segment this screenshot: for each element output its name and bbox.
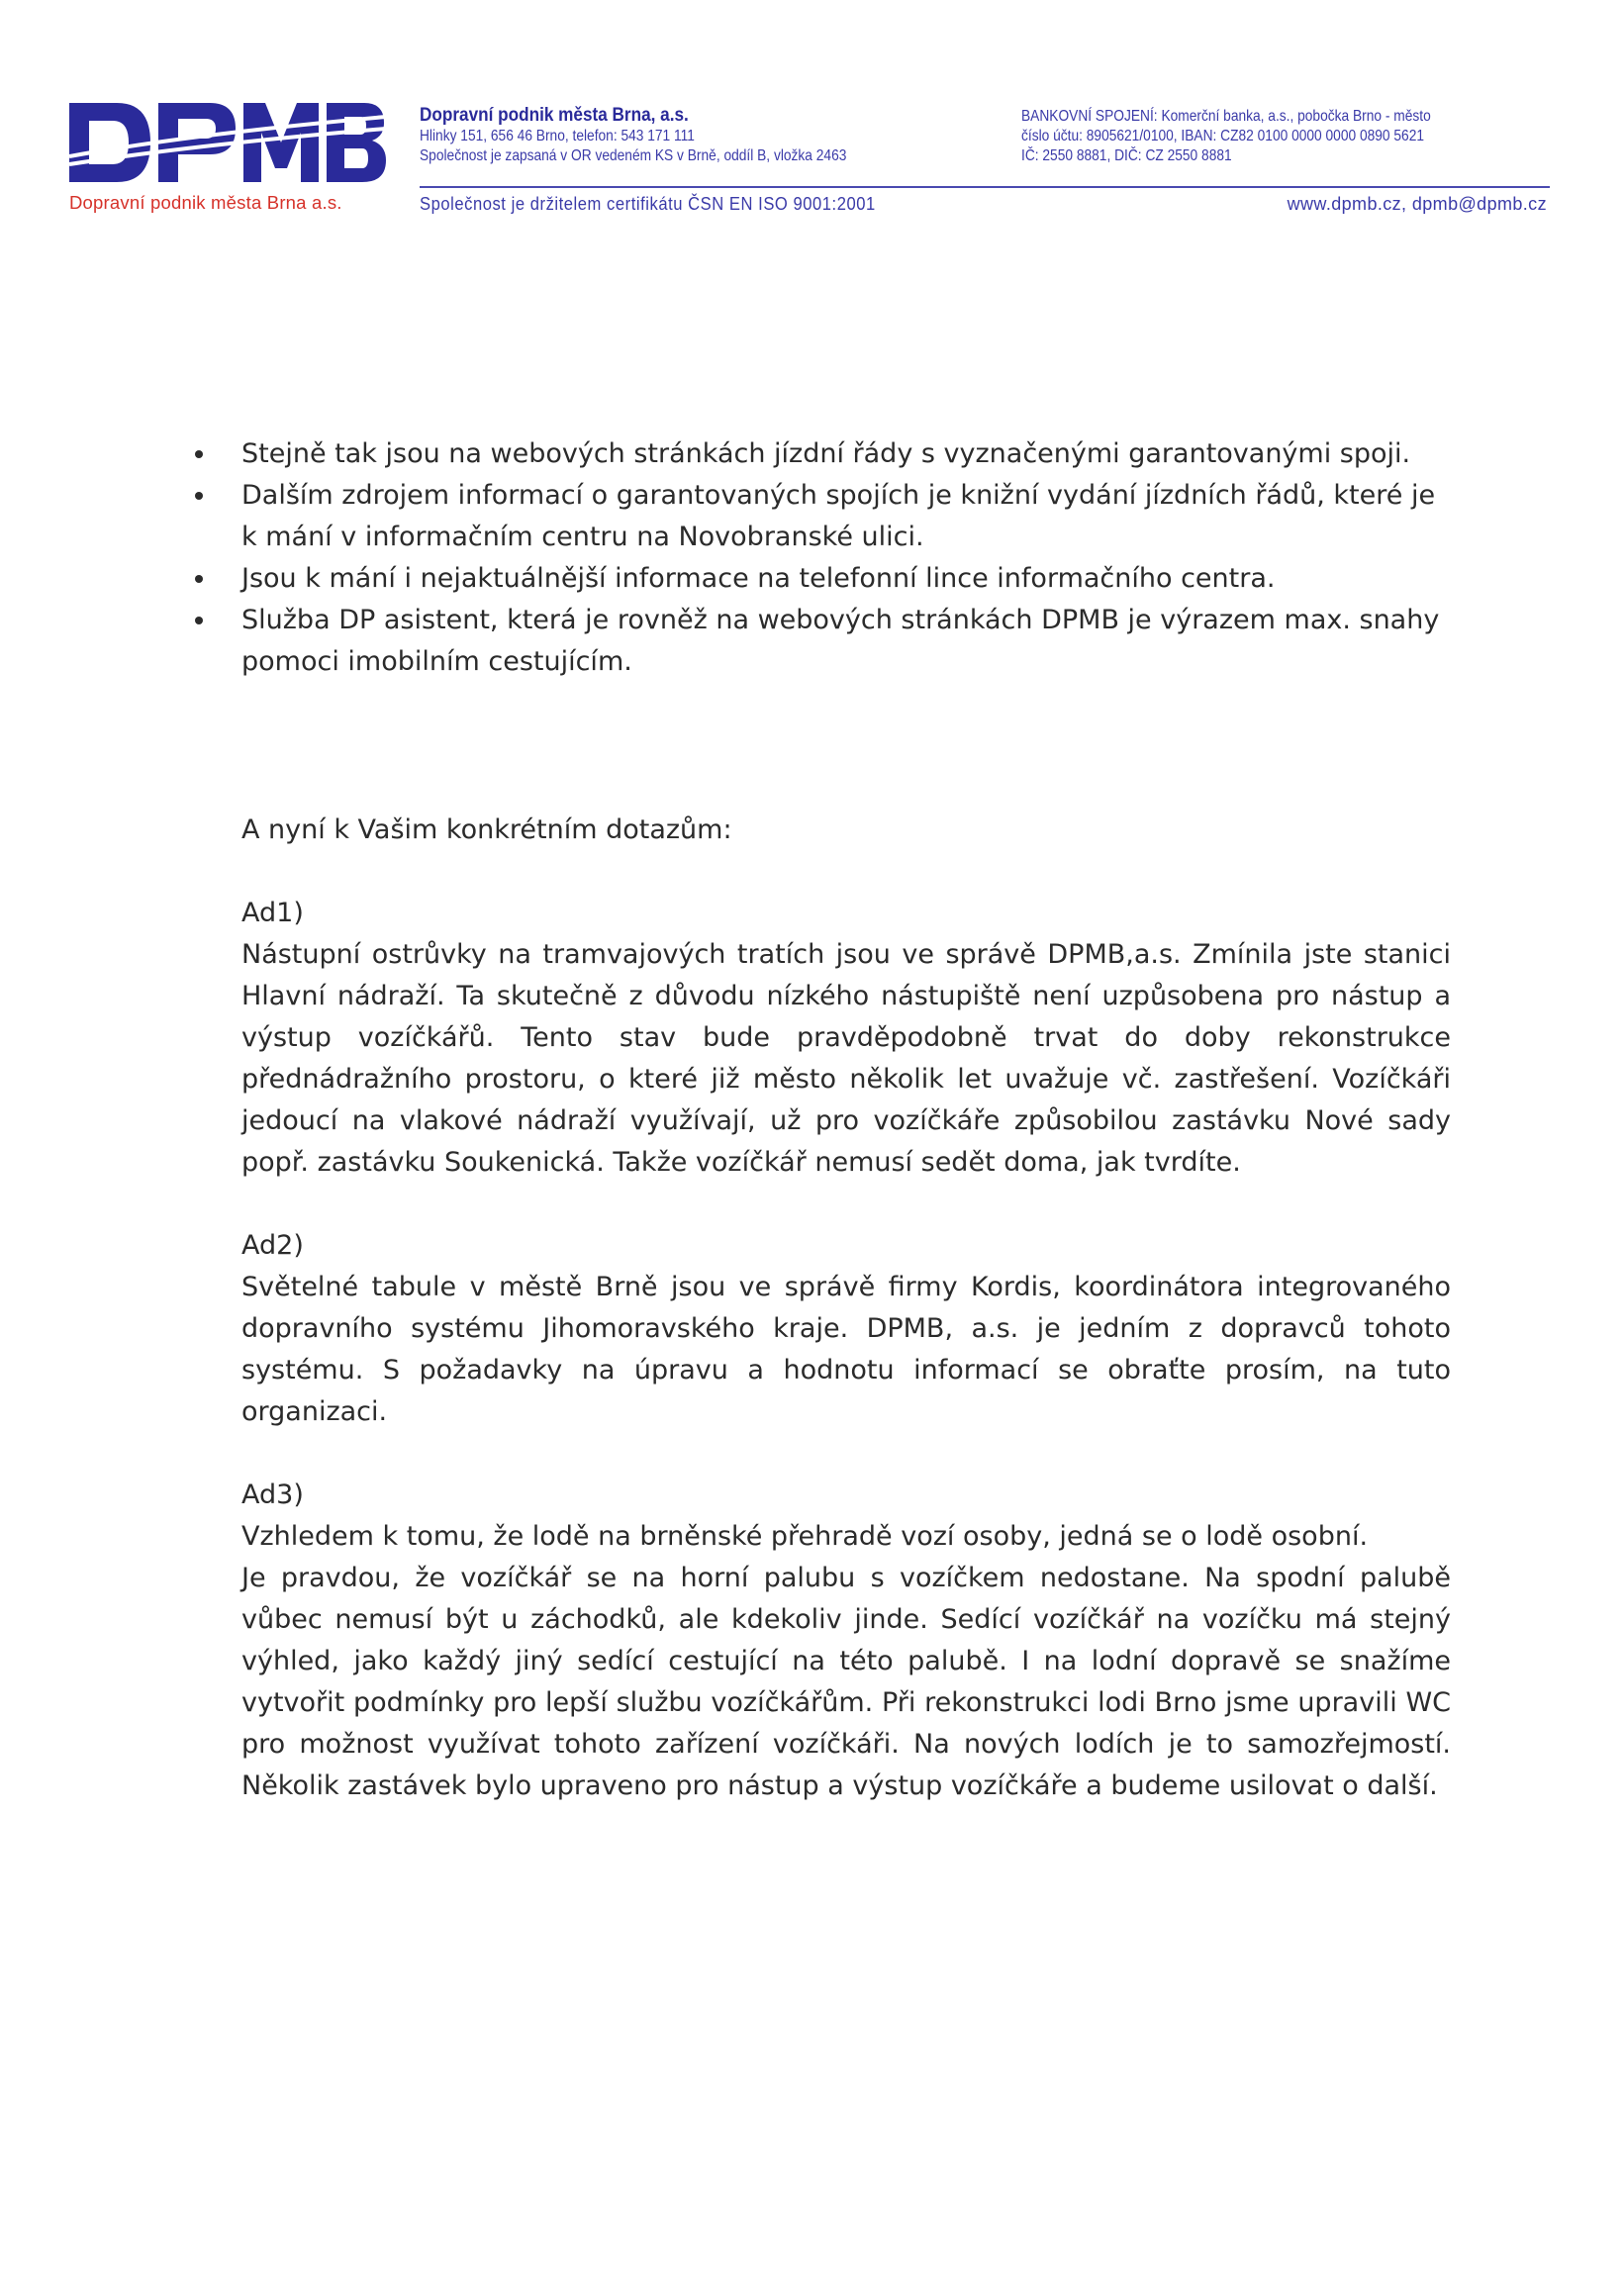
bullet-list — [241, 433, 1451, 683]
certificate-line: Společnost je držitelem certifikátu ČSN EN ISO 9001:2001 — [420, 194, 876, 214]
list-item: Jsou k mání i nejaktuálnější informace na telefonní lince informačního centra. — [241, 558, 1451, 600]
paragraph: Vzhledem k tomu, že lodě na brněnské přehradě vozí osoby, jedná se o lodě osobní. — [241, 1521, 1369, 1552]
list-item: Služba DP asistent, která je rovněž na webových stránkách DPMB je výrazem max. snahy pomoci imobilním cestujícím. — [241, 600, 1451, 683]
section-ad3 — [241, 1475, 1451, 1807]
section-label: Ad3) — [241, 1480, 304, 1510]
bank-info — [1021, 107, 1497, 166]
paragraph: Nástupní ostrůvky na tramvajových tratích jsou ve správě DPMB,a.s. Zmínila jste stanici Hlavní nádraží. Ta skutečně z důvodu nízkého nástupiště není uzpůsobena pro nástup a výstup vozíčkářů. Tento stav bude pravděpodobně trvat do doby rekonstrukce přednádražního prostoru, o které již město několik let uvažuje vč. zastřešení. Vozíčkáři jedoucí na vlakové nádraží využívají, už pro vozíčkáře způsobilou zastávku Nové sady popř. zastávku Soukenická. Takže vozíčkář nemusí sedět doma, jak tvrdíte. — [241, 939, 1451, 1178]
company-info — [420, 103, 916, 166]
bank-account: číslo účtu: 8905621/0100, IBAN: CZ82 0100 0000 0000 0890 5621 — [1021, 128, 1424, 144]
paragraph: Je pravdou, že vozíčkář se na horní palubu s vozíčkem nedostane. Na spodní palubě vůbec nemusí být u záchodků, ale kdekoliv jinde. Sedící vozíčkář na vozíčku má stejný výhled, jako každý jiný sedící cestující na této palubě. I na lodní dopravě se snažíme vytvořit podmínky pro lepší službu vozíčkářům. Při rekonstrukci lodi Brno jsme upravili WC pro možnost využívat tohoto zařízení vozíčkáři. Na nových lodích je to samozřejmostí. Několik zastávek bylo upraveno pro nástup a výstup vozíčkáře a budeme usilovat o další. — [241, 1563, 1451, 1801]
header-divider — [420, 186, 1550, 188]
letter-body — [241, 433, 1451, 1807]
company-name: Dopravní podnik města Brna, a.s. — [420, 104, 689, 126]
section-ad1 — [241, 893, 1451, 1184]
web-contact: www.dpmb.cz, dpmb@dpmb.cz — [1287, 194, 1547, 214]
paragraph: Světelné tabule v městě Brně jsou ve správě firmy Kordis, koordinátora integrovaného dopravního systému Jihomoravského kraje. DPMB, a.s. je jedním z dopravců tohoto systému. S požadavky na úpravu a hodnotu informací se obraťte prosím, na tuto organizaci. — [241, 1272, 1451, 1427]
company-registration: Společnost je zapsaná v OR vedeném KS v Brně, oddíl B, vložka 2463 — [420, 147, 847, 164]
section-ad2 — [241, 1225, 1451, 1433]
letterhead — [0, 0, 1624, 238]
dpmb-logo-mark — [69, 99, 386, 188]
list-item: Dalším zdrojem informací o garantovaných spojích je knižní vydání jízdních řádů, které je k mání v informačním centru na Novobranské ulici. — [241, 475, 1451, 558]
section-label: Ad2) — [241, 1230, 304, 1261]
list-item: Stejně tak jsou na webových stránkách jízdní řády s vyznačenými garantovanými spoji. — [241, 433, 1451, 475]
company-address: Hlinky 151, 656 46 Brno, telefon: 543 171 111 — [420, 128, 695, 144]
logo-caption: Dopravní podnik města Brna a.s. — [69, 192, 342, 213]
dpmb-logo — [69, 99, 386, 220]
intro-line: A nyní k Vašim konkrétním dotazům: — [241, 814, 732, 845]
bank-connection: BANKOVNÍ SPOJENÍ: Komerční banka, a.s., pobočka Brno - město — [1021, 108, 1431, 125]
section-label: Ad1) — [241, 898, 304, 928]
company-ids: IČ: 2550 8881, DIČ: CZ 2550 8881 — [1021, 147, 1232, 164]
